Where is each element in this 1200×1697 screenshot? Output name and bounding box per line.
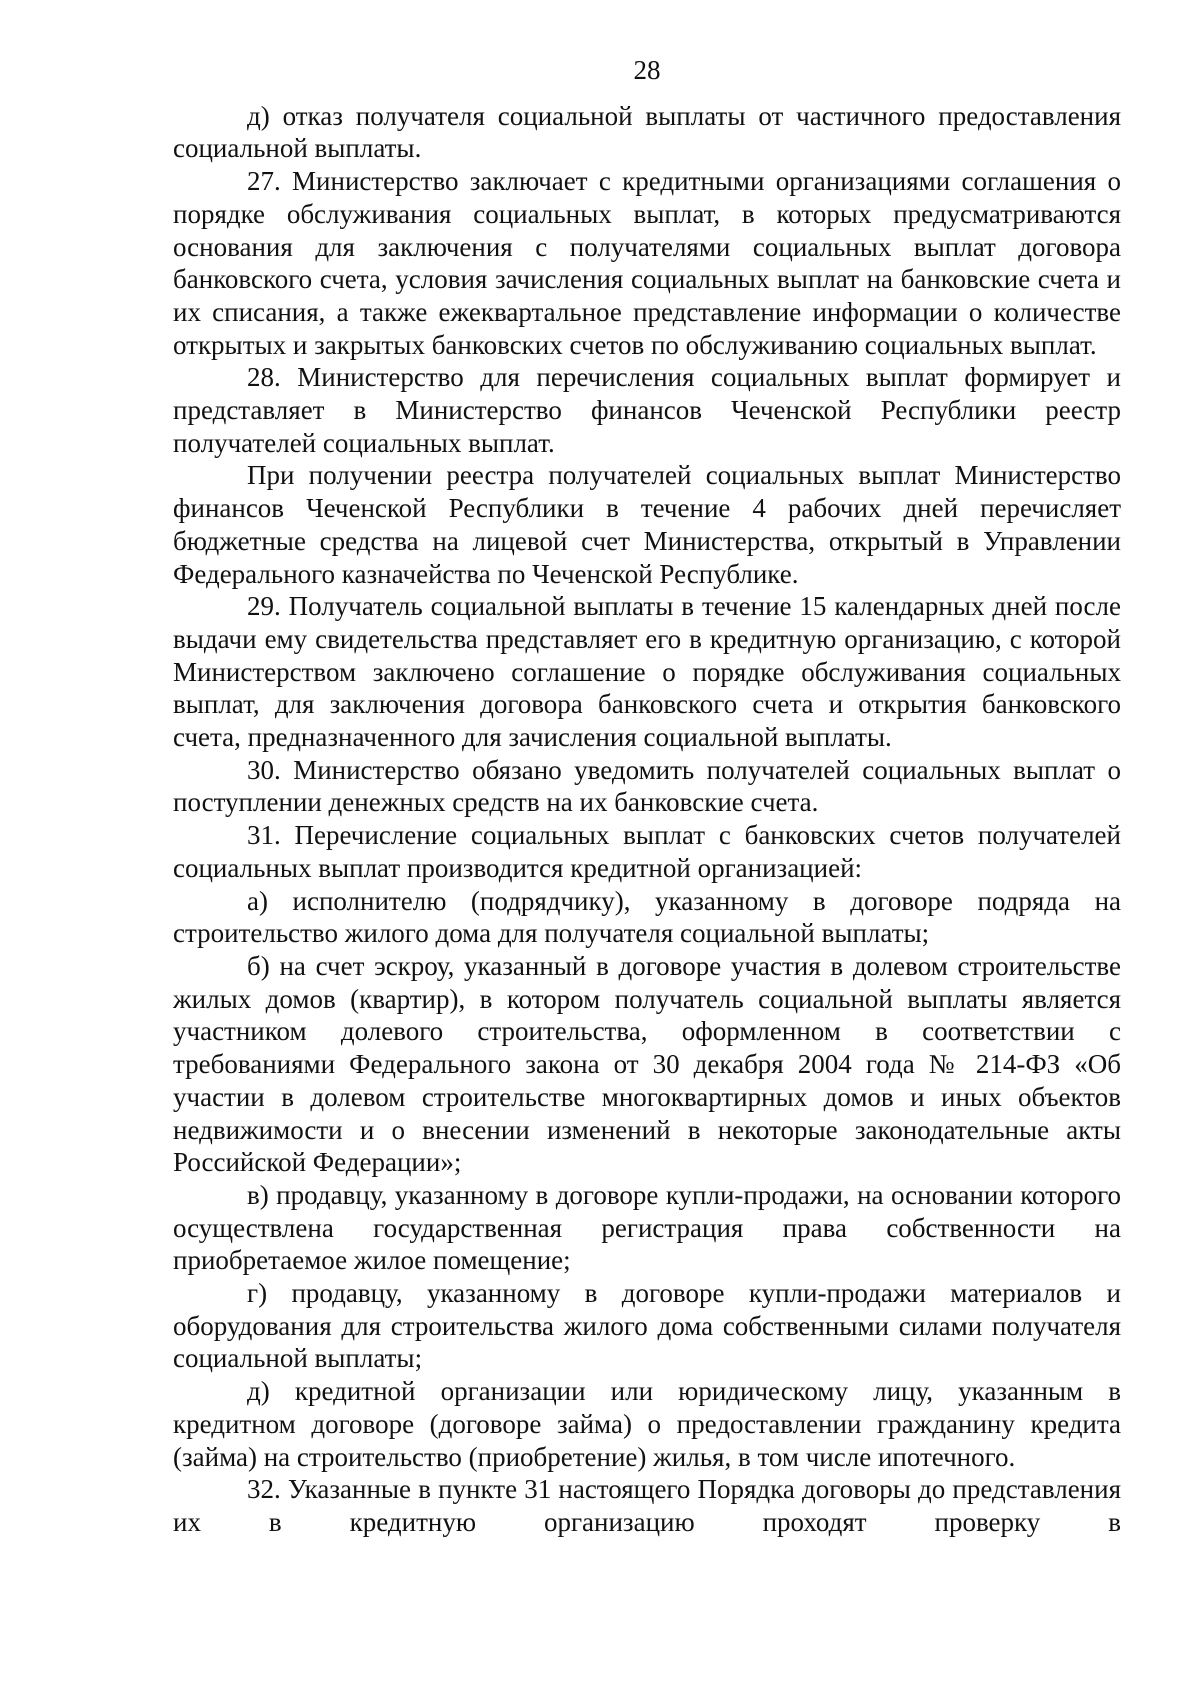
paragraph-refusal-partial: д) отказ получателя социальной выплаты от частичного предоставления социальной выплаты.: [173, 100, 1121, 164]
page-number: 28: [633, 55, 661, 85]
paragraph-31-v: в) продавцу, указанному в договоре купли-продажи, на основании которого осуществлена государственная регистрация права собственности на приобретаемое жилое помещение;: [173, 1179, 1121, 1276]
paragraph-32: 32. Указанные в пункте 31 настоящего Порядка договоры до представления их в кредитную организацию проходят проверку в: [173, 1474, 1121, 1537]
paragraph-31-a: а) исполнителю (подрядчику), указанному в договоре подряда на строительство жилого дома для получателя социальной выплаты;: [173, 885, 1121, 949]
paragraph-30: 30. Министерство обязано уведомить получателей социальных выплат о поступлении денежных средств на их банковские счета.: [173, 754, 1121, 818]
paragraph-31-b: б) на счет эскроу, указанный в договоре участия в долевом строительстве жилых домов (квартир), в котором получатель социальной выплаты является участником долевого строительства, оформленном в соответствии с требованиями Федерального закона от 30 декабря 2004 года № 214-ФЗ «Об участии в долевом строительстве многоквартирных домов и иных объектов недвижимости и о внесении изменений в некоторые законодательные акты Российской Федерации»;: [173, 950, 1121, 1178]
paragraph-31-d: д) кредитной организации или юридическому лицу, указанным в кредитном договоре (договоре займа) о предоставлении гражданину кредита (займа) на строительство (приобретение) жилья, в том числе ипотечного.: [173, 1376, 1121, 1472]
paragraph-28-registry: При получении реестра получателей социальных выплат Министерство финансов Чеченской Республики в течение 4 рабочих дней перечисляет бюджетные средства на лицевой счет Министерства, открытый в Управлении Федерального казначейства по Чеченской Республике.: [173, 460, 1121, 589]
paragraph-27: 27. Министерство заключает с кредитными организациями соглашения о порядке обслуживания социальных выплат, в которых предусматриваются основания для заключения с получателями социальных выплат договора банковского счета, условия зачисления социальных выплат на банковские счета и их списания, а также ежеквартальное представление информации о количестве открытых и закрытых банковских счетов по обслуживанию социальных выплат.: [173, 166, 1121, 360]
document-page: [173, 54, 1121, 1539]
paragraph-28: 28. Министерство для перечисления социальных выплат формирует и представляет в Министерство финансов Чеченской Республики реестр получателей социальных выплат.: [173, 362, 1121, 458]
paragraph-29: 29. Получатель социальной выплаты в течение 15 календарных дней после выдачи ему свидетельства представляет его в кредитную организацию, с которой Министерством заключено соглашение о порядке обслуживания социальных выплат, для заключения договора банковского счета и открытия банковского счета, предназначенного для зачисления социальной выплаты.: [173, 591, 1121, 753]
paragraph-31: 31. Перечисление социальных выплат с банковских счетов получателей социальных выплат производится кредитной организацией:: [173, 820, 1121, 883]
paragraph-31-g: г) продавцу, указанному в договоре купли-продажи материалов и оборудования для строительства жилого дома собственными силами получателя социальной выплаты;: [173, 1278, 1121, 1374]
